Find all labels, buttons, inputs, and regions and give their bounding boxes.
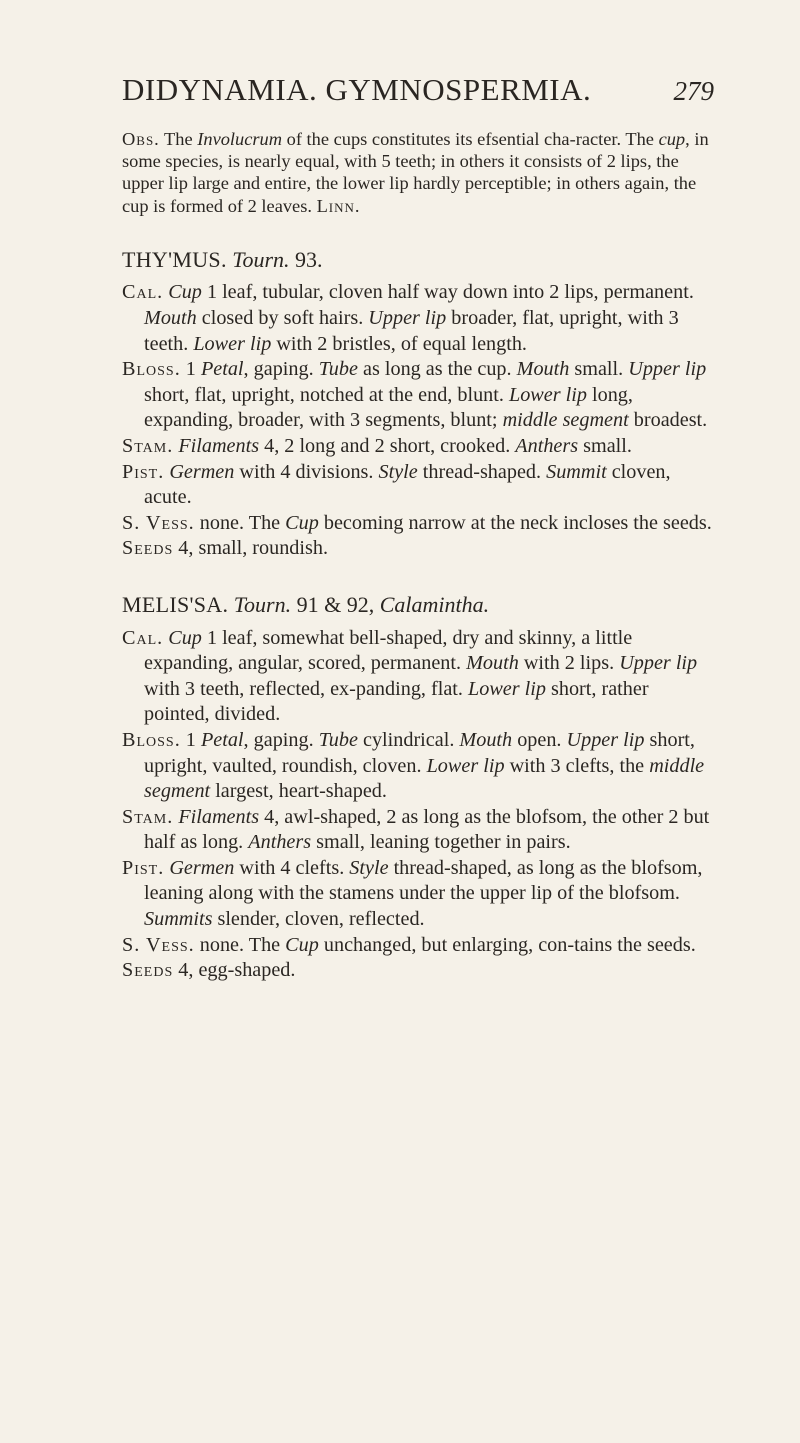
page-header — [122, 72, 714, 108]
blossom-entry — [122, 728, 714, 805]
stamens-entry — [122, 434, 714, 460]
entry-text: , gaping. — [243, 728, 319, 751]
obs-label: Obs. — [122, 129, 160, 149]
pistil-entry — [122, 856, 714, 933]
blossom-entry — [122, 357, 714, 434]
entry-label: Seeds — [122, 537, 174, 560]
entry-text: short, upright, vaulted, roundish, cloven. — [144, 728, 695, 777]
entry-term: Anthers — [515, 434, 579, 457]
entry-text: none. The — [194, 511, 286, 534]
obs-term: cup — [658, 129, 686, 149]
entry-text: closed by soft hairs. — [196, 307, 369, 329]
entry-text: slender, cloven, reflected. — [212, 908, 425, 931]
seeds-entry — [122, 958, 714, 984]
entry-text: , gaping. — [243, 358, 319, 381]
entry-text: 1 leaf, somewhat bell-shaped, dry and skinny, a little expanding, angular, scored, permanent. — [144, 626, 633, 675]
entry-term: Lower lip — [193, 332, 272, 355]
calyx-entry — [122, 626, 714, 728]
entry-term: Upper lip — [566, 728, 645, 751]
entry-text: with 4 divisions. — [234, 460, 379, 483]
entry-term: Filaments — [178, 434, 260, 457]
linnaeus-ref: Linn. — [316, 195, 361, 216]
entry-term: middle segment — [144, 754, 705, 803]
entry-text: becoming narrow at the neck incloses the seeds. — [318, 511, 712, 534]
entry-term: Style — [349, 856, 389, 879]
entry-text: with 2 bristles, of equal length. — [271, 332, 527, 355]
seed-vessel-entry — [122, 511, 714, 537]
entry-text: broader, flat, upright, with 3 teeth. — [144, 307, 679, 355]
entry-text: 4, 2 long and 2 short, crooked. — [259, 434, 516, 457]
entry-text: broadest. — [628, 409, 708, 432]
entry-term: Germen — [169, 460, 235, 483]
obs-text: of the cups constitutes its efsential cha-racter. The — [282, 129, 659, 149]
obs-term: Involucrum — [197, 129, 283, 149]
entry-label: Bloss. — [122, 358, 181, 381]
entry-label: Seeds — [122, 959, 174, 982]
seed-vessel-entry — [122, 933, 714, 959]
entry-term: Style — [378, 460, 418, 483]
entry-text: 1 — [180, 728, 201, 751]
genus-ref-number: 91 & 92, — [291, 591, 380, 617]
entry-text: 4, awl-shaped, 2 as long as the blofsom, the other 2 but half as long. — [144, 805, 710, 854]
entry-text: with 4 clefts. — [234, 856, 350, 879]
genus-name: MELIS'SA. — [122, 591, 229, 617]
entry-term: Lower lip — [468, 677, 546, 700]
entry-term: Summits — [144, 908, 213, 931]
entry-term: Petal — [200, 358, 244, 381]
entry-label: Stam. — [122, 805, 174, 828]
entry-term: Summit — [546, 460, 607, 483]
entry-term: Lower lip — [426, 754, 505, 777]
entry-text: none. The — [194, 933, 286, 956]
entry-text: 1 — [180, 358, 201, 381]
entry-text: with 3 clefts, the — [504, 754, 650, 777]
entry-text: 4, small, roundish. — [173, 537, 329, 560]
genus-heading — [122, 592, 714, 618]
entry-text: small, leaning together in pairs. — [311, 831, 571, 854]
entry-label: S. Vess. — [122, 511, 195, 534]
entry-text: long, expanding, broader, with 3 segments, blunt; — [144, 383, 633, 432]
entry-text: short, rather pointed, divided. — [144, 677, 649, 726]
entry-term: Mouth — [516, 358, 570, 381]
entry-text: largest, heart-shaped. — [210, 780, 387, 803]
entry-label: S. Vess. — [122, 933, 195, 956]
entry-term: Mouth — [466, 652, 519, 675]
entry-term: Germen — [169, 856, 235, 879]
entry-term: Upper lip — [619, 652, 698, 675]
obs-text: The — [159, 129, 198, 149]
page-body — [122, 128, 714, 984]
entry-term: Cup — [168, 626, 202, 649]
entry-label: Cal. — [122, 626, 164, 649]
genus-melissa — [122, 592, 714, 984]
entry-text: 4, egg-shaped. — [173, 959, 296, 982]
genus-heading — [122, 247, 714, 273]
entry-text: unchanged, but enlarging, con-tains the seeds. — [318, 933, 696, 956]
entry-term: Mouth — [459, 728, 513, 751]
entry-text: cylindrical. — [357, 728, 460, 751]
genus-ref-author: Tourn. — [232, 246, 290, 272]
obs-text: , in some species, is nearly equal, with 5 teeth; in others it consists of 2 lips, the upper lip large and entire, the lower lip hardly perceptible; in others again, the cup is formed of 2 leaves. — [122, 129, 709, 216]
genus-synonym: Calamintha. — [379, 591, 490, 617]
entry-text: small. — [578, 434, 632, 457]
entry-text: open. — [512, 728, 567, 751]
entry-text: thread-shaped, as long as the blofsom, leaning along with the stamens under the upper lip of the blofsom. — [144, 856, 703, 905]
pistil-entry — [122, 460, 714, 511]
entry-text: 1 leaf, tubular, cloven half way down into 2 lips, permanent. — [201, 281, 694, 304]
entry-term: Mouth — [144, 307, 197, 329]
observation-note — [122, 128, 714, 217]
entry-text: as long as the cup. — [357, 358, 517, 381]
stamens-entry — [122, 805, 714, 856]
entry-term: Anthers — [248, 831, 312, 854]
entry-term: Tube — [318, 358, 358, 381]
entry-term: Upper lip — [368, 307, 447, 329]
entry-term: Tube — [318, 728, 358, 751]
entry-term: Cup — [285, 511, 319, 534]
entry-text: with 3 teeth, reflected, ex-panding, flat. — [144, 677, 468, 700]
entry-label: Stam. — [122, 434, 174, 457]
entry-label: Pist. — [122, 856, 165, 879]
entry-label: Pist. — [122, 460, 165, 483]
calyx-entry — [122, 280, 714, 357]
entry-text: small. — [569, 358, 629, 381]
entry-text: with 2 lips. — [518, 652, 620, 675]
entry-text: cloven, acute. — [144, 460, 671, 509]
entry-term: Lower lip — [508, 383, 587, 406]
seeds-entry — [122, 536, 714, 562]
entry-label: Cal. — [122, 281, 164, 304]
entry-text: thread-shaped. — [417, 460, 547, 483]
page-number: 279 — [673, 76, 714, 106]
genus-thymus — [122, 247, 714, 562]
entry-label: Bloss. — [122, 728, 181, 751]
entry-term: Upper lip — [628, 358, 707, 381]
entry-term: Petal — [200, 728, 244, 751]
entry-term: Cup — [285, 933, 319, 956]
entry-term: Filaments — [178, 805, 260, 828]
running-head: DIDYNAMIA. GYMNOSPERMIA. — [122, 72, 592, 107]
entry-term: middle segment — [502, 409, 629, 432]
entry-text: short, flat, upright, notched at the end, blunt. — [144, 383, 509, 406]
genus-ref-author: Tourn. — [233, 591, 292, 617]
genus-name: THY'MUS. — [122, 246, 227, 272]
genus-ref-number: 93. — [289, 246, 323, 272]
entry-term: Cup — [168, 281, 202, 304]
